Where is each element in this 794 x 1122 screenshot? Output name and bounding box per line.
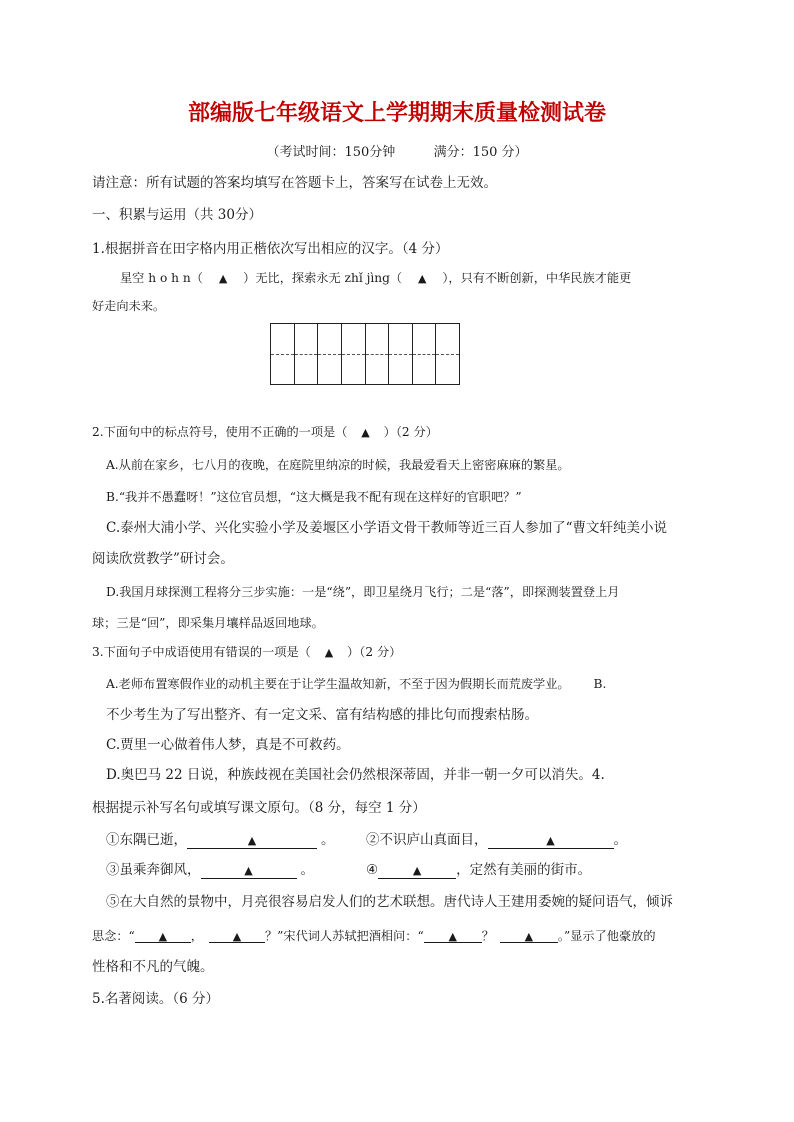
answer-marker: ▲: [232, 930, 242, 943]
q3-option-b-label: B.: [593, 677, 607, 691]
q1-text-b: ）无比，探索永无 zhǐ jìng（: [243, 271, 403, 285]
punctuation: 。: [300, 862, 314, 878]
q2-stem-text: 2.下面句中的标点符号，使用不正确的一项是（: [92, 425, 348, 439]
notice: 请注意：所有试题的答案均填写在答题卡上，答案写在试卷上无效。: [92, 175, 497, 191]
answer-blank[interactable]: [500, 930, 558, 943]
grid-cell[interactable]: [271, 324, 295, 384]
q2-option-a: A.从前在家乡，七八月的夜晚，在庭院里纳凉的时候，我最爱看天上密密麻麻的繁星。: [106, 458, 570, 472]
q4-item-5-line1: ⑤在大自然的景物中，月亮很容易启发人们的艺术联想。唐代诗人王建用委婉的疑问语气，倾诉: [106, 894, 673, 910]
answer-blank[interactable]: [201, 864, 297, 879]
q3-option-a: [106, 678, 606, 690]
q3-option-d: D.奥巴马 22 日说，种族歧视在美国社会仍然根深蒂固，并非一朝一夕可以消失。4.: [106, 767, 605, 783]
q4-item-3: [106, 864, 314, 879]
answer-blank[interactable]: [187, 834, 317, 849]
q4-item-2-text: ②不识庐山真面目，: [366, 832, 488, 848]
answer-marker: ▲: [247, 834, 257, 847]
q4-stem: 根据提示补写名句或填写课文原句。（8 分，每空 1 分）: [92, 800, 426, 816]
answer-blank[interactable]: [378, 864, 456, 879]
q2-option-d-line2: 球；三是“回”，即采集月壤样品返回地球。: [92, 616, 324, 630]
grid-cell[interactable]: [436, 324, 459, 384]
q1-text-a: 星空 h o h n（: [120, 271, 203, 285]
grid-cell[interactable]: [389, 324, 413, 384]
exam-score: 满分：150 分）: [433, 145, 528, 160]
answer-marker: ▲: [218, 272, 228, 285]
q1-line1: [120, 272, 631, 284]
q2-points: ）（2 分）: [383, 425, 438, 439]
answer-marker: ▲: [361, 426, 370, 439]
q1-line2: 好走向未来。: [92, 299, 166, 313]
q3-option-b: 不少考生为了写出整齐、有一定文采、富有结构感的排比句而搜索枯肠。: [106, 707, 538, 723]
q2-option-c-line1: C.泰州大浦小学、兴化实验小学及姜堰区小学语文骨干教师等近三百人参加了“曹文轩纯美小说: [106, 520, 668, 536]
tianzige-grid[interactable]: [270, 323, 460, 385]
punctuation: 。: [321, 832, 335, 848]
q4-item-5-text-a: 思念：“: [92, 929, 135, 943]
answer-marker: ▲: [524, 930, 534, 943]
answer-marker: ▲: [448, 930, 457, 943]
q4-item-1-text: ①东隅已逝，: [106, 832, 187, 848]
section-heading: 一、积累与运用（共 30分）: [92, 207, 262, 223]
q4-item-5-line2: [92, 930, 656, 943]
punctuation: 。: [613, 832, 627, 848]
answer-blank[interactable]: [135, 930, 191, 943]
q4-item-2: [366, 834, 627, 849]
q1-stem: 1.根据拼音在田字格内用正楷依次写出相应的汉字。（4 分）: [92, 241, 449, 257]
q1-text-c: ），只有不断创新，中华民族才能更: [442, 271, 632, 285]
grid-cell[interactable]: [318, 324, 342, 384]
q3-stem-text: 3.下面句子中成语使用有错误的一项是（: [92, 645, 311, 659]
q4-item-5-text-b: ，: [190, 929, 203, 943]
q3-points: ）（2 分）: [347, 645, 402, 659]
answer-blank[interactable]: [424, 930, 482, 943]
answer-marker: ▲: [324, 646, 334, 659]
q5-stem: 5.名著阅读。（6 分）: [92, 991, 220, 1007]
q4-item-1: [106, 834, 335, 849]
q4-item-5-text-e: 。”显示了他豪放的: [557, 929, 656, 943]
answer-blank[interactable]: [209, 930, 265, 943]
q2-stem: [92, 426, 438, 438]
q4-item-4-text: ，定然有美丽的街市。: [456, 862, 592, 878]
q3-option-a-text: A.老师布置寒假作业的动机主要在于让学生温故知新，不至于因为假期长而荒废学业。: [106, 677, 570, 691]
answer-marker: ▲: [158, 930, 168, 943]
q4-item-5-line3: 性格和不凡的气魄。: [92, 959, 214, 975]
grid-cell[interactable]: [366, 324, 390, 384]
exam-title: 部编版七年级语文上学期期末质量检测试卷: [187, 101, 606, 126]
answer-marker: ▲: [417, 272, 427, 285]
answer-marker: ▲: [546, 834, 555, 847]
q3-option-c: C.贾里一心做着伟人梦，真是不可救药。: [106, 737, 350, 753]
answer-marker: ▲: [244, 864, 253, 877]
q4-item-4-number: ④: [366, 862, 379, 878]
q4-item-5-text-c: ？”宋代词人苏轼把酒相问：“: [264, 929, 424, 943]
answer-blank[interactable]: [488, 834, 614, 849]
answer-marker: ▲: [412, 864, 422, 877]
q4-item-4: [366, 864, 591, 879]
grid-cell[interactable]: [413, 324, 437, 384]
exam-time: （考试时间：150分钟: [266, 145, 396, 160]
q2-option-b: B.“我并不愚蠢呀！”这位官员想，“这大概是我不配有现在这样好的官职吧？”: [106, 490, 522, 504]
exam-subtitle: [0, 146, 794, 159]
grid-cell[interactable]: [342, 324, 366, 384]
q2-option-c-line2: 阅读欣赏教学”研讨会。: [92, 551, 234, 567]
q4-item-5-text-d: ？: [481, 929, 494, 943]
q4-item-3-text: ③虽乘奔御风，: [106, 862, 201, 878]
grid-cell[interactable]: [295, 324, 319, 384]
q2-option-d-line1: D.我国月球探测工程将分三步实施：一是“绕”，即卫星绕月飞行；二是“落”，即探测装置登上月: [106, 585, 620, 599]
q3-stem: [92, 646, 401, 658]
